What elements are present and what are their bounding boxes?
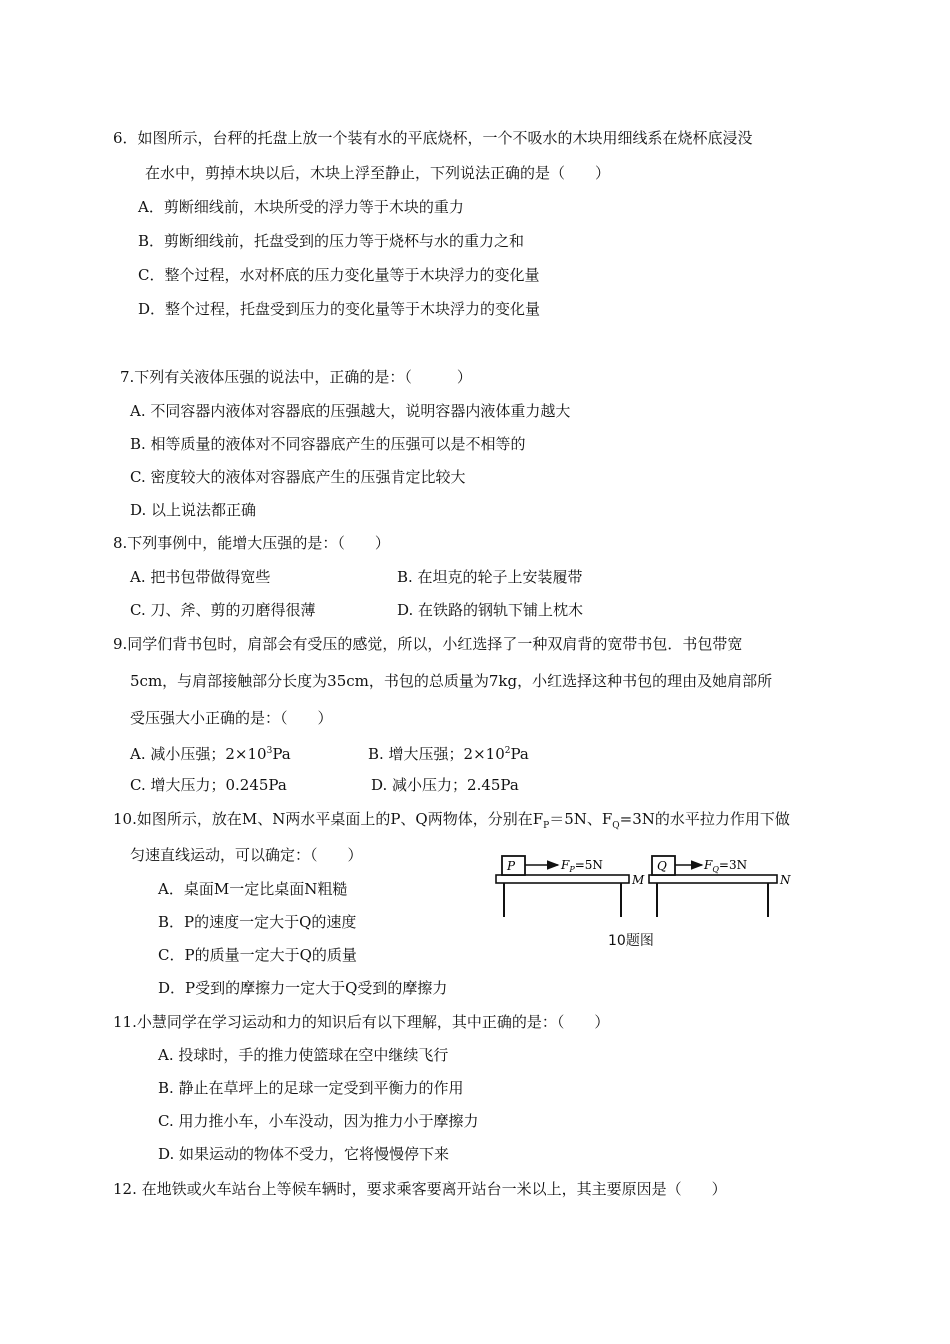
- block-p-label: P: [507, 859, 516, 873]
- q7-option-c: C. 密度较大的液体对容器底产生的压强肯定比较大: [130, 468, 466, 486]
- q12-stem: 12. 在地铁或火车站台上等候车辆时，要求乘客要离开站台一米以上，其主要原因是（ ）: [113, 1180, 727, 1198]
- q7-option-a: A. 不同容器内液体对容器底的压强越大，说明容器内液体重力越大: [130, 402, 571, 420]
- q10-stem-line2: 匀速直线运动，可以确定：（ ）: [130, 846, 363, 864]
- force-p-label: $F_P=5N$: [561, 858, 603, 874]
- block-p: [502, 856, 525, 875]
- q6-option-a: A．剪断细线前，木块所受的浮力等于木块的重力: [138, 198, 464, 216]
- q6-stem-line2: 在水中，剪掉木块以后，木块上浮至静止，下列说法正确的是（ ）: [145, 164, 611, 182]
- q10-option-a: A．桌面M一定比桌面N粗糙: [158, 880, 348, 898]
- q10-option-b: B．P的速度一定大于Q的速度: [158, 913, 357, 931]
- q10-stem-line1: 10.如图所示，放在M、N两水平桌面上的P、Q两物体，分别在$F_P=5N$、$F_Q=3N$的水平拉力作用下做: [113, 810, 790, 831]
- table-n: [649, 875, 777, 917]
- q8-option-b: B. 在坦克的轮子上安装履带: [397, 568, 583, 586]
- q8-option-c: C. 刀、斧、剪的刃磨得很薄: [130, 601, 316, 619]
- block-q: [652, 856, 675, 875]
- q9-stem-line1: 9.同学们背书包时，肩部会有受压的感觉，所以，小红选择了一种双肩背的宽带书包．书包带宽: [113, 635, 743, 653]
- q6-option-d: D．整个过程，托盘受到压力的变化量等于木块浮力的变化量: [138, 300, 541, 318]
- q7-stem: 7.下列有关液体压强的说法中，正确的是：（ ）: [120, 368, 472, 386]
- q6-stem-line1: 6．如图所示，台秤的托盘上放一个装有水的平底烧杯，一个不吸水的木块用细线系在烧杯底浸没: [113, 129, 753, 147]
- q9-option-d: D. 减小压力；2.45Pa: [371, 776, 519, 794]
- q7-option-b: B. 相等质量的液体对不同容器底产生的压强可以是不相等的: [130, 435, 526, 453]
- q11-option-b: B. 静止在草坪上的足球一定受到平衡力的作用: [158, 1079, 464, 1097]
- q9-option-c: C. 增大压力；0.245Pa: [130, 776, 287, 794]
- q9-option-a: A. 减小压强；$2\times 10^3Pa$: [130, 745, 291, 763]
- block-q-label: Q: [657, 859, 667, 873]
- q8-option-a: A. 把书包带做得宽些: [130, 568, 271, 586]
- q9-stem-line3: 受压强大小正确的是：（ ）: [130, 709, 333, 727]
- q6-option-c: C．整个过程，水对杯底的压力变化量等于木块浮力的变化量: [138, 266, 540, 284]
- q11-option-c: C. 用力推小车，小车没动，因为推力小于摩擦力: [158, 1112, 479, 1130]
- table-m: [496, 875, 629, 917]
- q9-option-b: B. 增大压强；$2\times 10^2Pa$: [368, 745, 529, 763]
- q11-stem: 11.小慧同学在学习运动和力的知识后有以下理解，其中正确的是：（ ）: [113, 1013, 610, 1031]
- table-m-label: M: [632, 873, 645, 887]
- q10-figure-caption: 10题图: [608, 933, 654, 949]
- q8-option-d: D. 在铁路的钢轨下铺上枕木: [397, 601, 584, 619]
- q10-option-c: C．P的质量一定大于Q的质量: [158, 946, 357, 964]
- q10-option-d: D．P受到的摩擦力一定大于Q受到的摩擦力: [158, 979, 448, 997]
- q11-option-d: D. 如果运动的物体不受力，它将慢慢停下来: [158, 1145, 450, 1163]
- force-q-label: $F_Q=3N$: [704, 858, 748, 874]
- q7-option-d: D. 以上说法都正确: [130, 501, 257, 519]
- q9-stem-line2: 5cm，与肩部接触部分长度为35cm，书包的总质量为7kg，小红选择这种书包的理由及她肩部所: [130, 672, 773, 690]
- q6-option-b: B．剪断细线前，托盘受到的压力等于烧杯与水的重力之和: [138, 232, 525, 250]
- table-n-label: N: [780, 873, 791, 887]
- q11-option-a: A. 投球时，手的推力使篮球在空中继续飞行: [158, 1046, 449, 1064]
- q8-stem: 8.下列事例中，能增大压强的是：（ ）: [113, 534, 390, 552]
